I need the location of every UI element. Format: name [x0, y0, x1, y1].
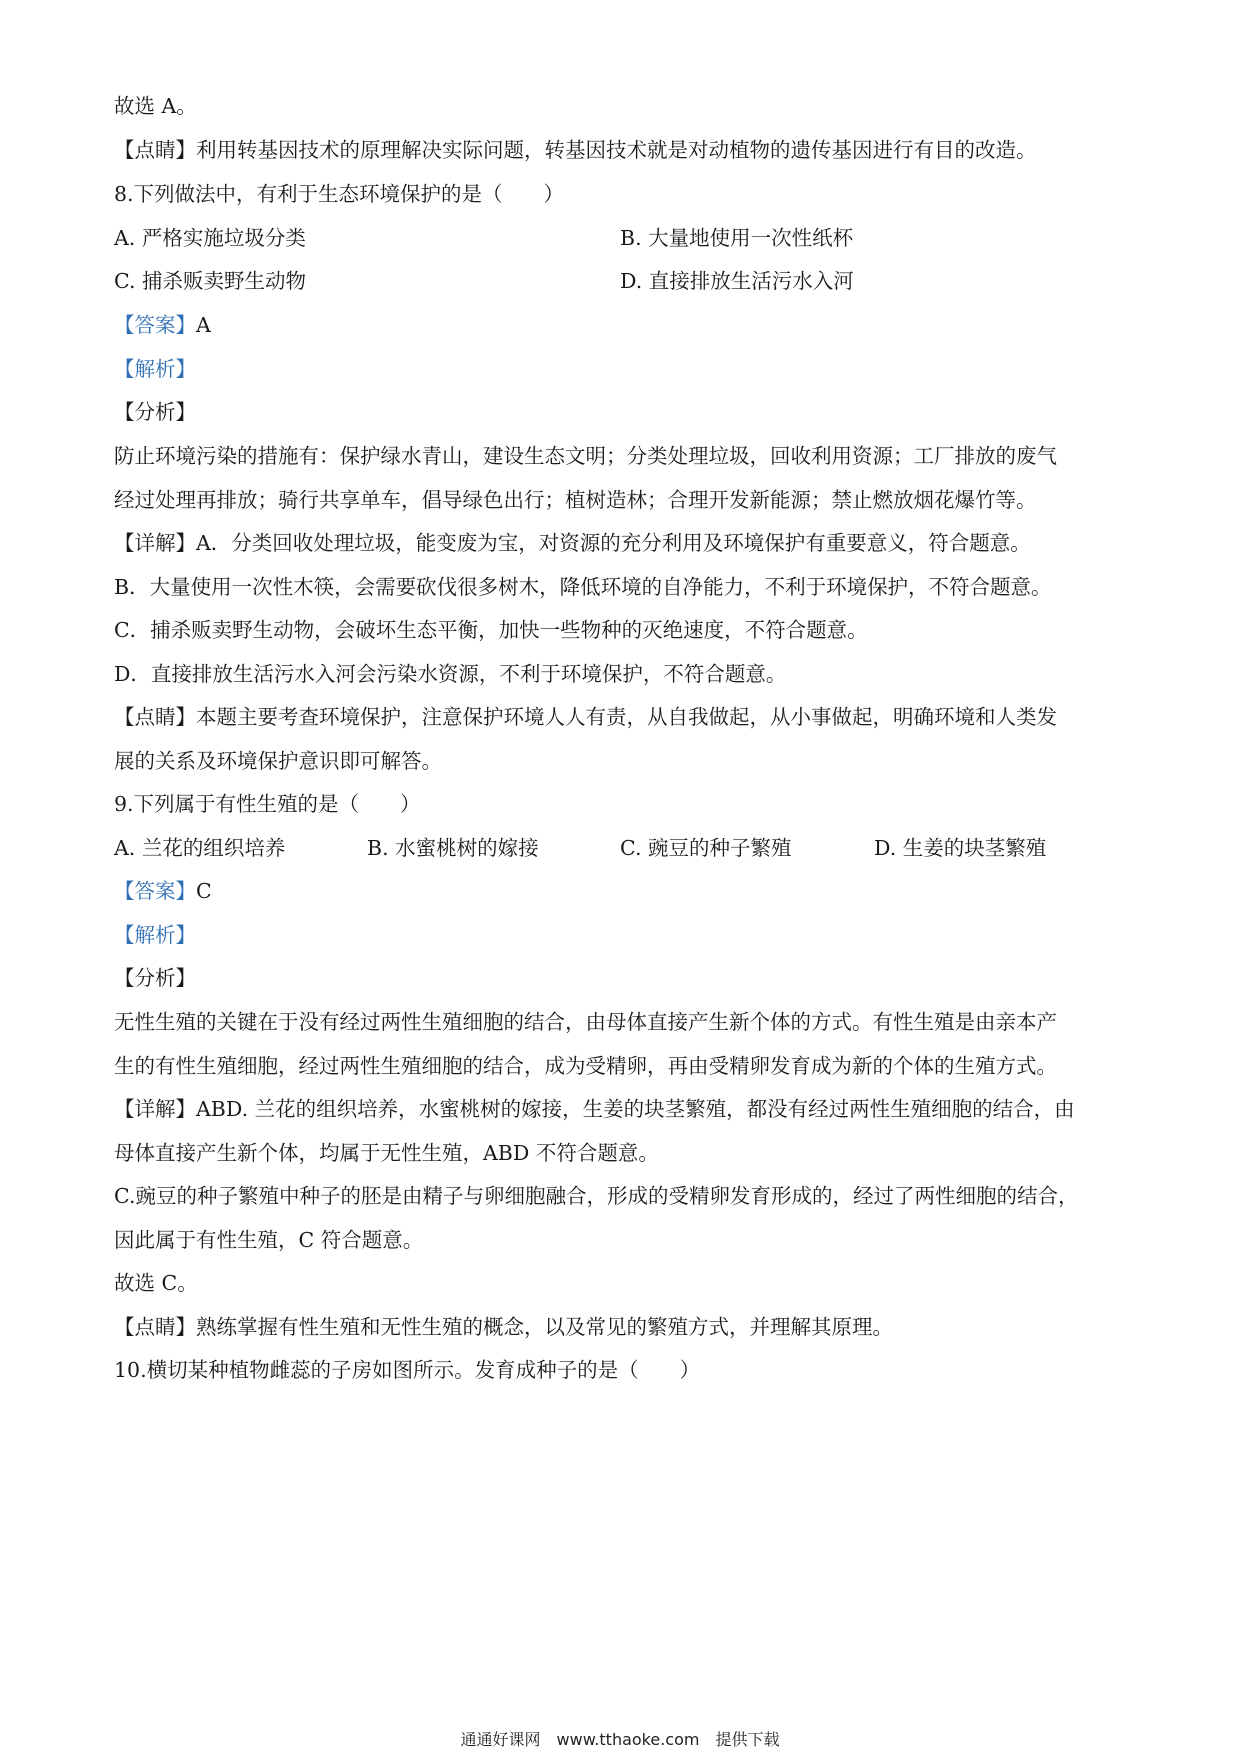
option-c: C. 捕杀贩卖野生动物	[114, 269, 306, 293]
text-line: 【点睛】熟练掌握有性生殖和无性生殖的概念，以及常见的繁殖方式，并理解其原理。	[114, 1315, 893, 1339]
option-a: A. 严格实施垃圾分类	[114, 226, 306, 250]
option-b: B. 水蜜桃树的嫁接	[367, 836, 539, 860]
text-line: 因此属于有性生殖，C 符合题意。	[114, 1228, 424, 1252]
footer-watermark: 通通好课网 www.tthaoke.com 提供下载	[460, 1730, 780, 1749]
text-line: 【详解】ABD. 兰花的组织培养，水蜜桃树的嫁接，生姜的块茎繁殖，都没有经过两性生殖细胞的结合，由	[114, 1097, 1075, 1121]
question-10: 10.横切某种植物雌蕊的子房如图所示。发育成种子的是（ ）	[114, 1358, 701, 1382]
option-d: D. 生姜的块茎繁殖	[874, 836, 1047, 860]
answer-line	[114, 311, 211, 339]
text-line: 【点睛】利用转基因技术的原理解决实际问题，转基因技术就是对动植物的遗传基因进行有目的改造。	[114, 138, 1037, 162]
question-8: 8.下列做法中，有利于生态环境保护的是（ ）	[114, 182, 565, 206]
analysis-label: 【解析】	[114, 923, 196, 947]
option-c: C. 豌豆的种子繁殖	[620, 836, 792, 860]
option-b: B. 大量地使用一次性纸杯	[620, 226, 854, 250]
text-line: 防止环境污染的措施有：保护绿水青山，建设生态文明；分类处理垃圾，回收利用资源；工厂排放的废气	[114, 444, 1057, 468]
analysis-label: 【解析】	[114, 357, 196, 381]
text-line: 母体直接产生新个体，均属于无性生殖，ABD 不符合题意。	[114, 1141, 659, 1165]
option-d: D. 直接排放生活污水入河	[620, 269, 854, 293]
analysis-heading: 【分析】	[114, 400, 196, 424]
text-line: 故选 C。	[114, 1271, 198, 1295]
text-line: C.豌豆的种子繁殖中种子的胚是由精子与卵细胞融合，形成的受精卵发育形成的，经过了两性细胞的结合，	[114, 1184, 1079, 1208]
text-line: 经过处理再排放；骑行共享单车，倡导绿色出行；植树造林；合理开发新能源；禁止燃放烟花爆竹等。	[114, 488, 1037, 512]
text-line: 展的关系及环境保护意识即可解答。	[114, 749, 442, 773]
answer-value: C	[196, 879, 212, 903]
answer-value: A	[196, 313, 211, 337]
text-line: 【点睛】本题主要考查环境保护，注意保护环境人人有责，从自我做起，从小事做起，明确环境和人类发	[114, 705, 1057, 729]
text-line: B．大量使用一次性木筷，会需要砍伐很多树木，降低环境的自净能力，不利于环境保护，不符合题意。	[114, 575, 1052, 599]
text-line: 生的有性生殖细胞，经过两性生殖细胞的结合，成为受精卵，再由受精卵发育成为新的个体的生殖方式。	[114, 1054, 1057, 1078]
text-line: 【详解】A．分类回收处理垃圾，能变废为宝，对资源的充分利用及环境保护有重要意义，符合题意。	[114, 531, 1031, 555]
text-line: C．捕杀贩卖野生动物，会破坏生态平衡，加快一些物种的灭绝速度，不符合题意。	[114, 618, 868, 642]
analysis-heading: 【分析】	[114, 966, 196, 990]
answer-label: 【答案】	[114, 879, 196, 903]
text-line: D．直接排放生活污水入河会污染水资源，不利于环境保护，不符合题意。	[114, 662, 787, 686]
text-line: 故选 A。	[114, 94, 197, 118]
question-9: 9.下列属于有性生殖的是（ ）	[114, 792, 421, 816]
answer-label: 【答案】	[114, 313, 196, 337]
text-line: 无性生殖的关键在于没有经过两性生殖细胞的结合，由母体直接产生新个体的方式。有性生殖是由亲本产	[114, 1010, 1057, 1034]
answer-line	[114, 877, 212, 905]
option-a: A. 兰花的组织培养	[114, 836, 286, 860]
